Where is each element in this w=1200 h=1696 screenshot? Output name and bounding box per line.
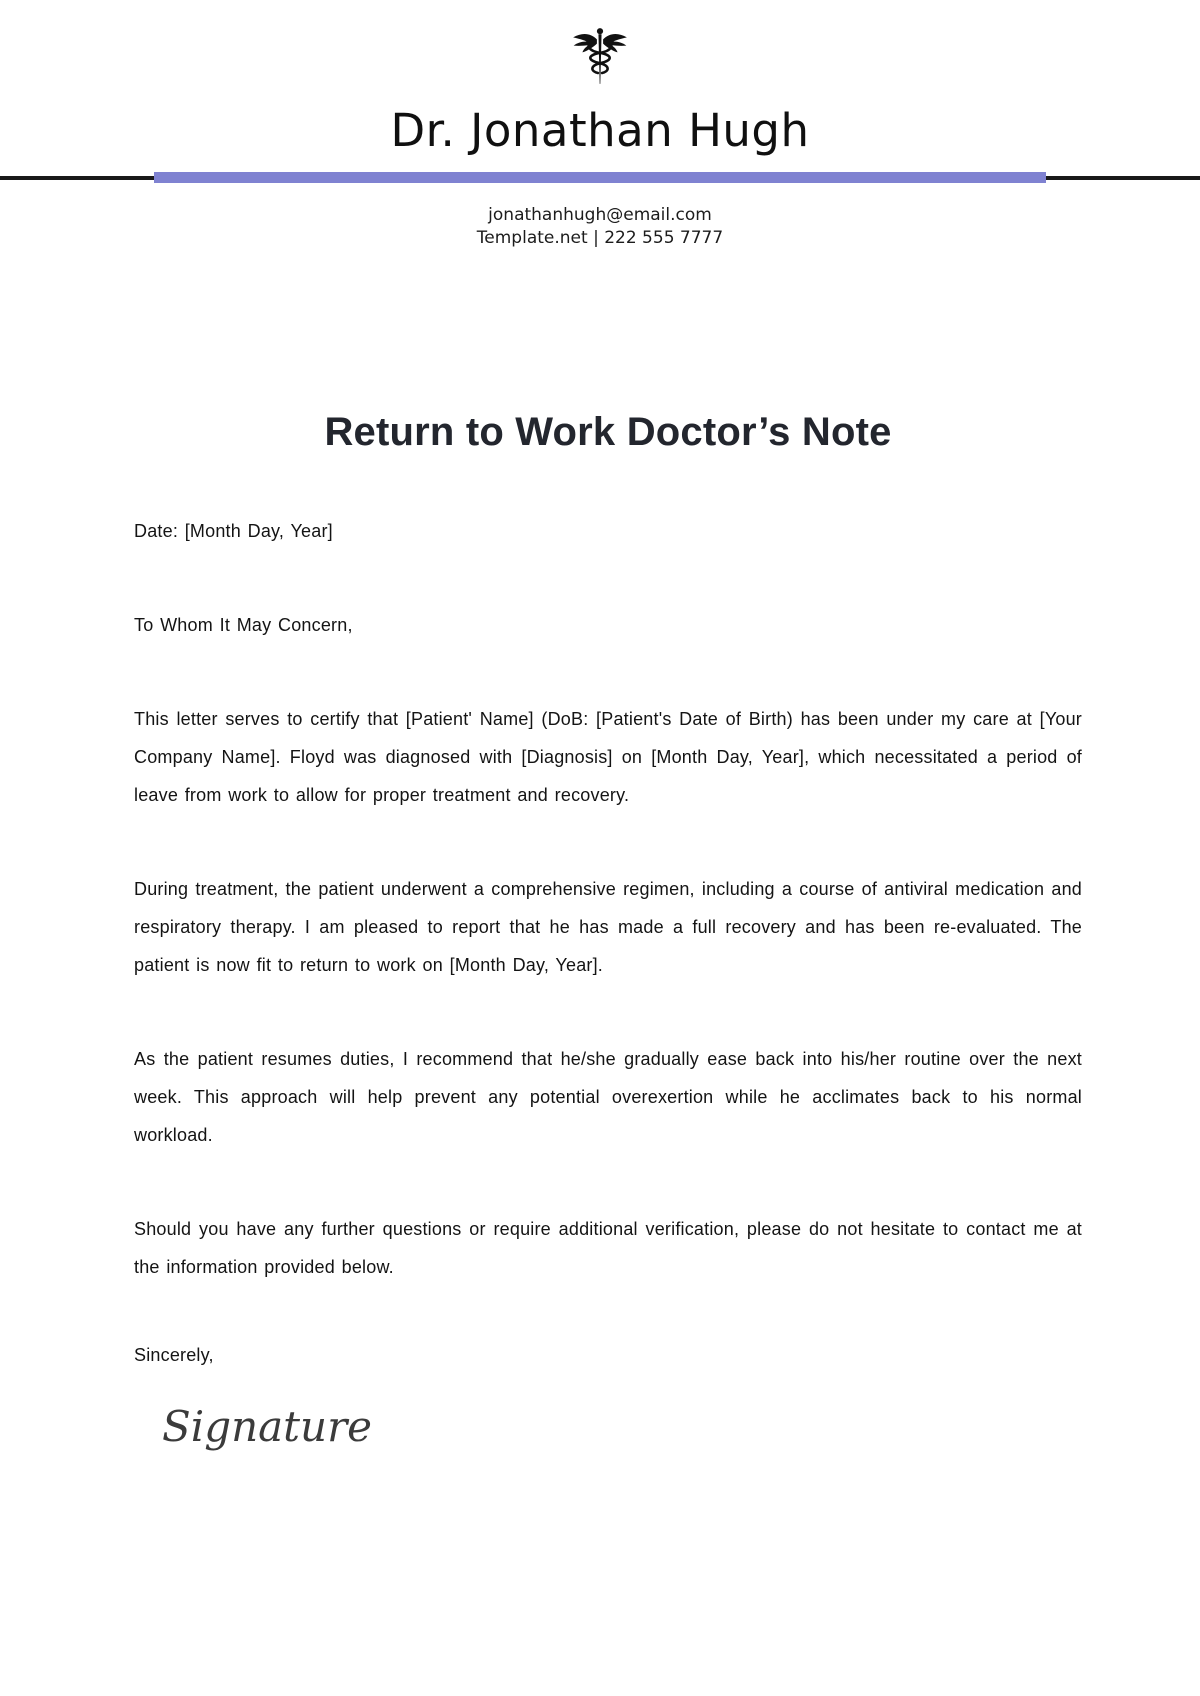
salutation: To Whom It May Concern, xyxy=(134,614,353,635)
paragraph-certify: This letter serves to certify that [Patient' Name] (DoB: [Patient's Date of Birth) has been under my care at [Your Company Name]. Floyd was diagnosed with [Diagnosis] on [Month Day, Year], which necessitated a period of leave from work to allow for proper treatment and recovery. xyxy=(134,708,1082,805)
header-divider xyxy=(0,171,1200,185)
paragraph-recommendation: As the patient resumes duties, I recommend that he/she gradually ease back into his/her routine over the next week. This approach will help prevent any potential overexertion while he acclimates back to his normal workload. xyxy=(134,1048,1082,1145)
contact-website-phone: Template.net | 222 555 7777 xyxy=(476,227,724,248)
signature-script: Signature xyxy=(162,1401,373,1451)
closing: Sincerely, xyxy=(134,1344,214,1365)
contact-info xyxy=(0,204,1200,250)
letterhead xyxy=(0,0,1200,157)
doctor-name: Dr. Jonathan Hugh xyxy=(390,104,810,157)
paragraph-treatment: During treatment, the patient underwent a comprehensive regimen, including a course of antiviral medication and respiratory therapy. I am pleased to report that he has made a full recovery and has been re-evaluated. The patient is now fit to return to work on [Month Day, Year]. xyxy=(134,878,1082,975)
letter-title: Return to Work Doctor’s Note xyxy=(324,409,892,454)
caduceus-icon xyxy=(569,26,631,88)
date-line: Date: [Month Day, Year] xyxy=(134,520,333,541)
divider-accent-bar xyxy=(154,172,1046,183)
contact-email: jonathanhugh@email.com xyxy=(488,204,712,225)
paragraph-contact: Should you have any further questions or require additional verification, please do not hesitate to contact me at the information provided below. xyxy=(134,1218,1082,1277)
letter-content xyxy=(0,408,1200,1455)
